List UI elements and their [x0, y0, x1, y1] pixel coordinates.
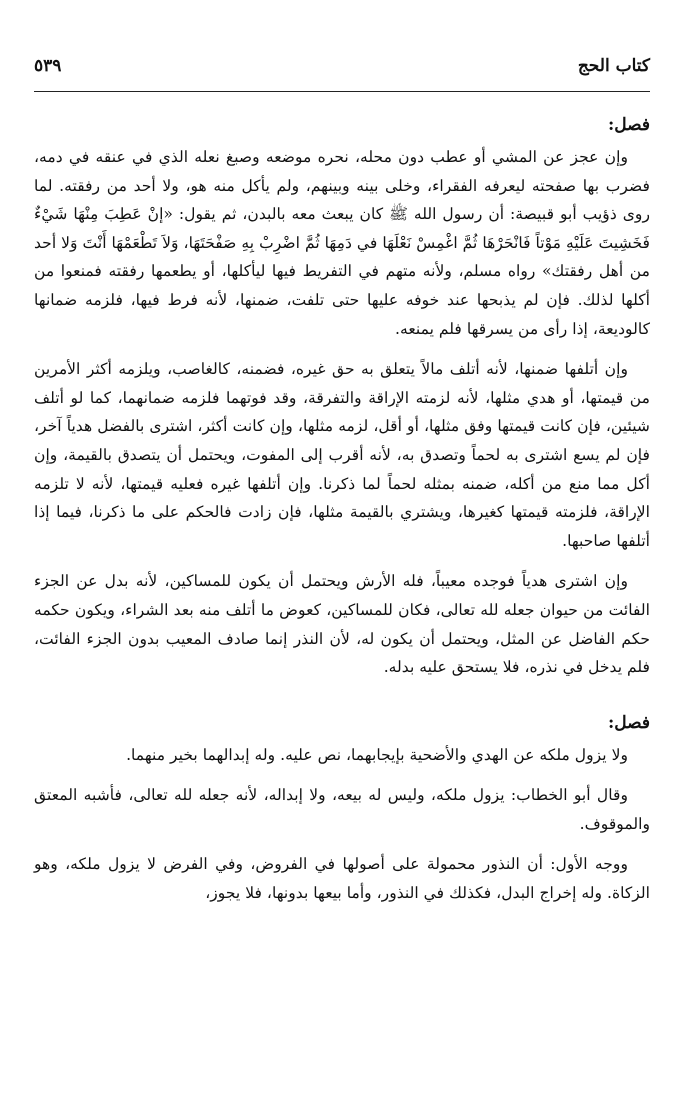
paragraph: وإن عجز عن المشي أو عطب دون محله، نحره موضعه وصبغ نعله الذي في عنقه في دمه، فضرب بها صفحته ليعرفه الفقراء، وخلى بينه وبينهم، ولم يأكل منه هو، ولا أحد من رفقته. لما روى ذؤيب أبو قبيصة: أن رسول الله ﷺ كان يبعث معه بالبدن، ثم يقول: «إنْ عَطِبَ مِنْهَا شَيْءٌ فَخَشِيتَ عَلَيْهِ مَوْتاً فَانْحَرْهَا ثُمَّ اغْمِسْ نَعْلَهَا في دَمِهَا ثُمَّ اضْرِبْ بِهِ صَفْحَتَهَا، وَلاَ تَطْعَمْهَا أَنْتَ وَلا أحد من أهل رفقتك» رواه مسلم، ولأنه متهم في التفريط فيها ليأكلها، أو يطعمها رفقته فمنعوا من أكلها لذلك. فإن لم يذبحها عند خوفه عليها حتى تلفت، ضمنها، لأنه فرط فيها، فلزمه ضمانها كالوديعة، إذا رأى من يسرقها فلم يمنعه.: [34, 148, 650, 338]
running-title: كتاب الحج: [577, 56, 650, 76]
section-heading: فصل:: [607, 115, 650, 135]
page-body: [34, 110, 650, 920]
header-divider: [34, 91, 650, 92]
section-gap: [34, 694, 650, 708]
page-number: ٥٣٩: [34, 56, 62, 76]
paragraph: وإن أتلفها ضمنها، لأنه أتلف مالاً يتعلق به حق غيره، فضمنه، كالغاصب، ويلزمه أكثر الأمرين من قيمتها، أو هدي مثلها، لأنه لزمته الإراقة والتفرقة، وقد فوتهما فلزمه ضمانهما، كما لو أتلف شيئين، فإن كانت قيمتها وفق مثلها، أو أقل، لزمه مثلها، وإن كانت أكثر، اشترى بالفضل هدياً آخر، فإن لم يسع اشترى به لحماً وتصدق به، لأنه أقرب إلى المفوت، ويحتمل أن يتصدق بالقيمة، وإن أكل مما منع من أكله، ضمنه بمثله لحماً لما ذكرنا. وإن أتلفها غيره فعليه قيمتها، لأنه لا تلزمه الإراقة، فلزمته قيمتها كغيرها، ويشتري بالقيمة مثلها، فإن زادت فالحكم على ما ذكرنا، فيما إذا أتلفها صاحبها.: [34, 360, 650, 550]
section-heading: فصل:: [607, 712, 650, 733]
page-header: [34, 50, 650, 86]
paragraph: وقال أبو الخطاب: يزول ملكه، وليس له بيعه، ولا إبداله، لأنه جعله لله تعالى، فأشبه المعتق والموقوف.: [34, 786, 650, 833]
paragraph: وإن اشترى هدياً فوجده معيباً، فله الأرش ويحتمل أن يكون للمساكين، لأنه بدل عن الجزء الفائت من حيوان جعله لله تعالى، فكان للمساكين، كعوض ما أتلف منه بعد الشراء، ويكون حكمه حكم الفاضل عن المثل، ويحتمل أن يكون له، لأن النذر إنما صادف المعيب بدون الجزء الفائت، فلم يدخل في نذره، فلا يستحق عليه بدله.: [34, 572, 650, 677]
paragraph: ووجه الأول: أن النذور محمولة على أصولها في الفروض، وفي الفرض لا يزول ملكه، وهو الزكاة. وله إخراج البدل، فكذلك في النذور، وأما بيعها بدونها، فلا يجوز،: [34, 855, 650, 903]
paragraph: ولا يزول ملكه عن الهدي والأضحية بإيجابهما، نص عليه. وله إبدالهما بخير منهما.: [126, 745, 628, 764]
